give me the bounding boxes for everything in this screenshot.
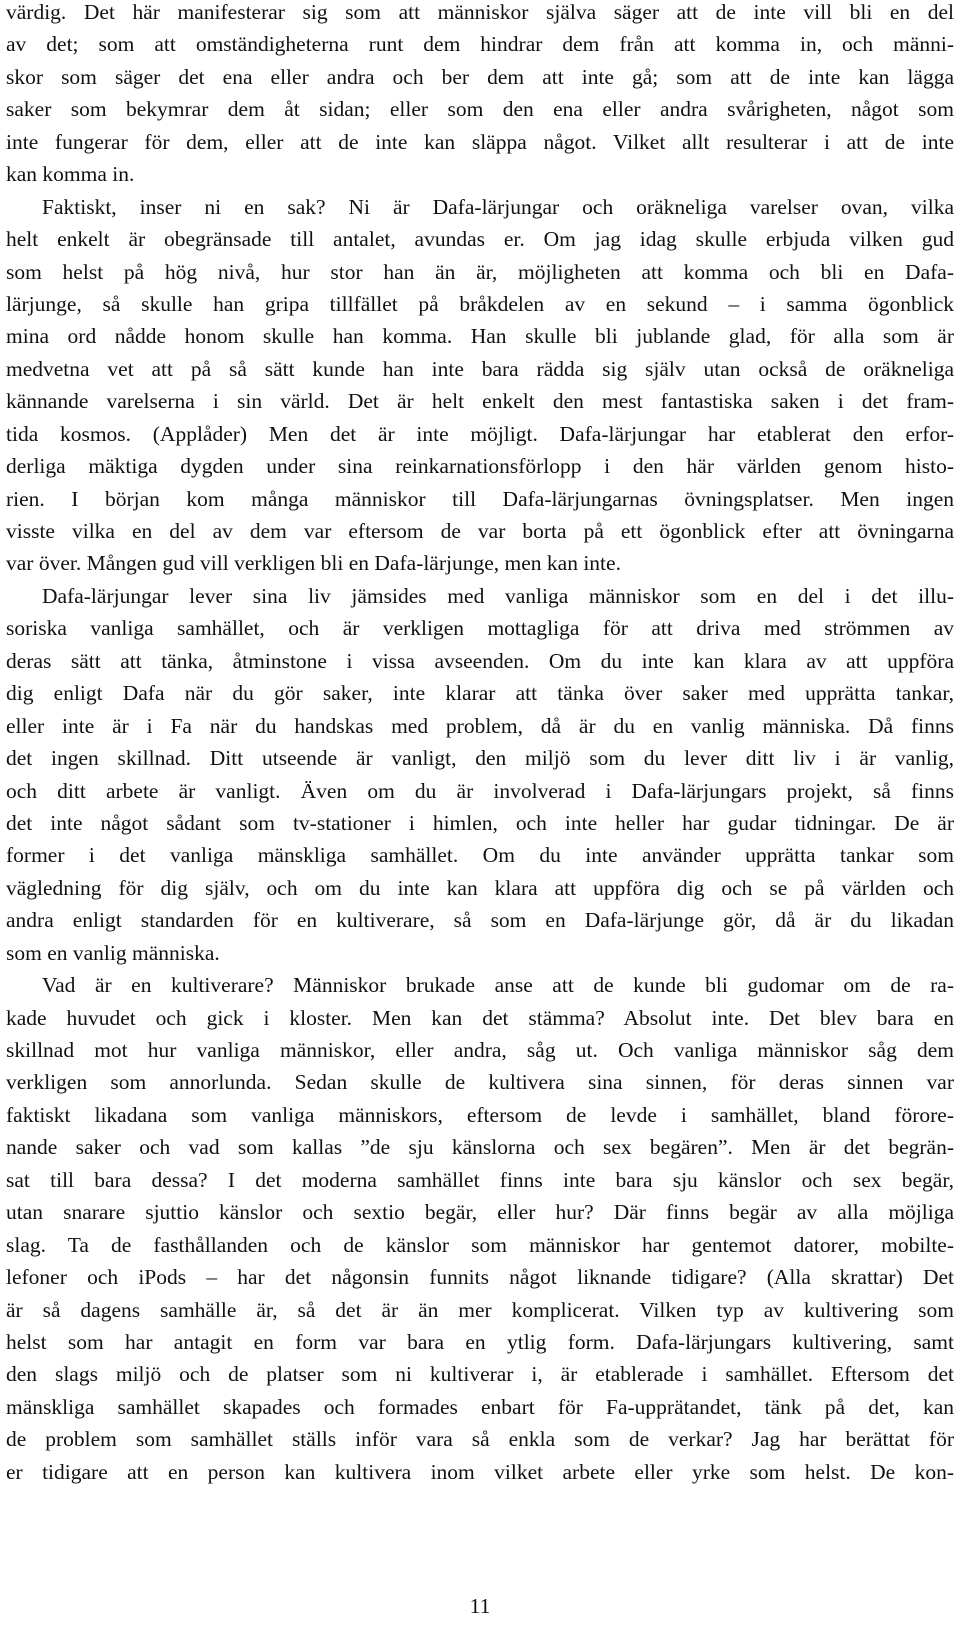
- text-line: kännande varelserna i sin värld. Det är helt enkelt den mest fantastiska saken i det fram-: [6, 389, 954, 414]
- text-line: av det; som att omständigheterna runt dem hindrar dem från att komma in, och männi-: [6, 32, 954, 57]
- text-line: inte fungerar för dem, eller att de inte kan släppa något. Vilket allt resulterar i att de inte: [6, 129, 954, 154]
- text-line: lärjunge, så skulle han gripa tillfället på bråkdelen av en sekund – i samma ögonblick: [6, 291, 954, 316]
- text-line: Vad är en kultiverare? Människor brukade anse att de kunde bli gudomar om de ra-: [42, 973, 954, 998]
- text-line: Faktiskt, inser ni en sak? Ni är Dafa-lärjungar och oräkneliga varelser ovan, vilka: [42, 194, 954, 219]
- text-line: Dafa-lärjungar lever sina liv jämsides med vanliga människor som en del i det illu-: [42, 583, 954, 608]
- text-line: det inte något sådant som tv-stationer i himlen, och inte heller har gudar tidningar. De är: [6, 810, 954, 835]
- text-line: andra enligt standarden för en kultiverare, så som en Dafa-lärjunge gör, då är du likadan: [6, 908, 954, 933]
- paragraph: [6, 191, 954, 580]
- text-line: den slags miljö och de platser som ni kultiverar i, är etablerade i samhället. Eftersom det: [6, 1362, 954, 1387]
- text-line: visste vilka en del av dem var eftersom de var borta på ett ögonblick efter att övningarna: [6, 519, 954, 543]
- text-line: vägledning för dig själv, och om du inte kan klara att uppföra dig och se på världen och: [6, 875, 954, 900]
- text-line: som helst på hög nivå, hur stor han än är, möjligheten att komma och bli en Dafa-: [6, 259, 954, 284]
- text-line: dig enligt Dafa när du gör saker, inte klarar att tänka över saker med upprätta tankar,: [6, 681, 954, 706]
- text-line: mänskliga samhället skapades och formades enbart för Fa-upprätandet, tänk på det, kan: [6, 1394, 954, 1419]
- text-line: eller inte är i Fa när du handskas med problem, då är du en vanlig människa. Då finns: [6, 713, 954, 738]
- text-line: deras sätt att tänka, åtminstone i vissa avseenden. Om du inte kan klara av att uppföra: [6, 648, 954, 673]
- body-text: [6, 0, 954, 1488]
- text-line: som en vanlig människa.: [6, 940, 220, 965]
- text-line: skillnad mot hur vanliga människor, eller andra, såg ut. Och vanliga människor såg dem: [6, 1038, 954, 1062]
- text-line: kan komma in.: [6, 162, 135, 187]
- text-line: derliga mäktiga dygden under sina reinkarnationsförlopp i den här världen genom histo-: [6, 454, 954, 479]
- text-line: rien. I början kom många människor till Dafa-lärjungarnas övningsplatser. Men ingen: [6, 486, 954, 511]
- text-line: sat till bara dessa? I det moderna samhället finns inte bara sju känslor och sex begär,: [6, 1167, 954, 1192]
- page-number: 11: [469, 1594, 491, 1618]
- text-line: utan snarare sjuttio känslor och sextio begär, eller hur? Där finns begär av alla möjliga: [6, 1200, 954, 1225]
- text-line: mina ord nådde honom skulle han komma. Han skulle bli jublande glad, för alla som är: [6, 324, 954, 349]
- text-line: er tidigare att en person kan kultivera inom vilket arbete eller yrke som helst. De kon-: [6, 1459, 954, 1484]
- text-line: var över. Mången gud vill verkligen bli en Dafa-lärjunge, men kan inte.: [6, 551, 621, 576]
- text-line: helt enkelt är obegränsade till antalet, avundas er. Om jag idag skulle erbjuda vilken gud: [6, 227, 954, 252]
- text-line: nande saker och vad som kallas ”de sju känslorna och sex begären”. Men är det begrän-: [6, 1135, 954, 1160]
- text-line: och ditt arbete är vanligt. Även om du är involverad i Dafa-lärjungars projekt, så finns: [6, 778, 954, 803]
- text-line: former i det vanliga mänskliga samhället. Om du inte använder upprätta tankar som: [6, 843, 954, 868]
- text-line: skor som säger det ena eller andra och ber dem att inte gå; som att de inte kan lägga: [6, 64, 954, 89]
- text-line: soriska vanliga samhället, och är verkligen mottagliga för att driva med strömmen av: [6, 616, 954, 641]
- text-line: värdig. Det här manifesterar sig som att människor själva säger att de inte vill bli en del: [6, 0, 954, 24]
- text-line: faktiskt likadana som vanliga människors, eftersom de levde i samhället, bland förore-: [6, 1102, 954, 1127]
- text-line: medvetna vet att på så sätt kunde han inte bara rädda sig själv utan också de oräkneliga: [6, 356, 954, 381]
- text-line: de problem som samhället ställs inför vara så enkla som de verkar? Jag har berättat för: [6, 1427, 954, 1452]
- paragraph: [6, 580, 954, 969]
- text-line: är så dagens samhälle är, så det är än mer komplicerat. Vilken typ av kultivering som: [6, 1297, 954, 1322]
- text-line: tida kosmos. (Applåder) Men det är inte möjligt. Dafa-lärjungar har etablerat den erfor-: [6, 421, 954, 446]
- paragraph: [6, 0, 954, 191]
- text-line: slag. Ta de fasthållanden och de känslor som människor har gentemot datorer, mobilte-: [6, 1232, 954, 1257]
- text-line: verkligen som annorlunda. Sedan skulle de kultivera sina sinnen, för deras sinnen var: [6, 1070, 954, 1095]
- text-line: det ingen skillnad. Ditt utseende är vanligt, den miljö som du lever ditt liv i är vanlig,: [6, 746, 954, 771]
- text-line: saker som bekymrar dem åt sidan; eller som den ena eller andra svårigheten, något som: [6, 97, 954, 122]
- paragraph: [6, 969, 954, 1488]
- text-line: kade huvudet och gick i kloster. Men kan det stämma? Absolut inte. Det blev bara en: [6, 1005, 954, 1030]
- text-line: helst som har antagit en form var bara en ytlig form. Dafa-lärjungars kultivering, samt: [6, 1329, 954, 1354]
- text-line: lefoner och iPods – har det någonsin funnits något liknande tidigare? (Alla skrattar) Det: [6, 1265, 954, 1290]
